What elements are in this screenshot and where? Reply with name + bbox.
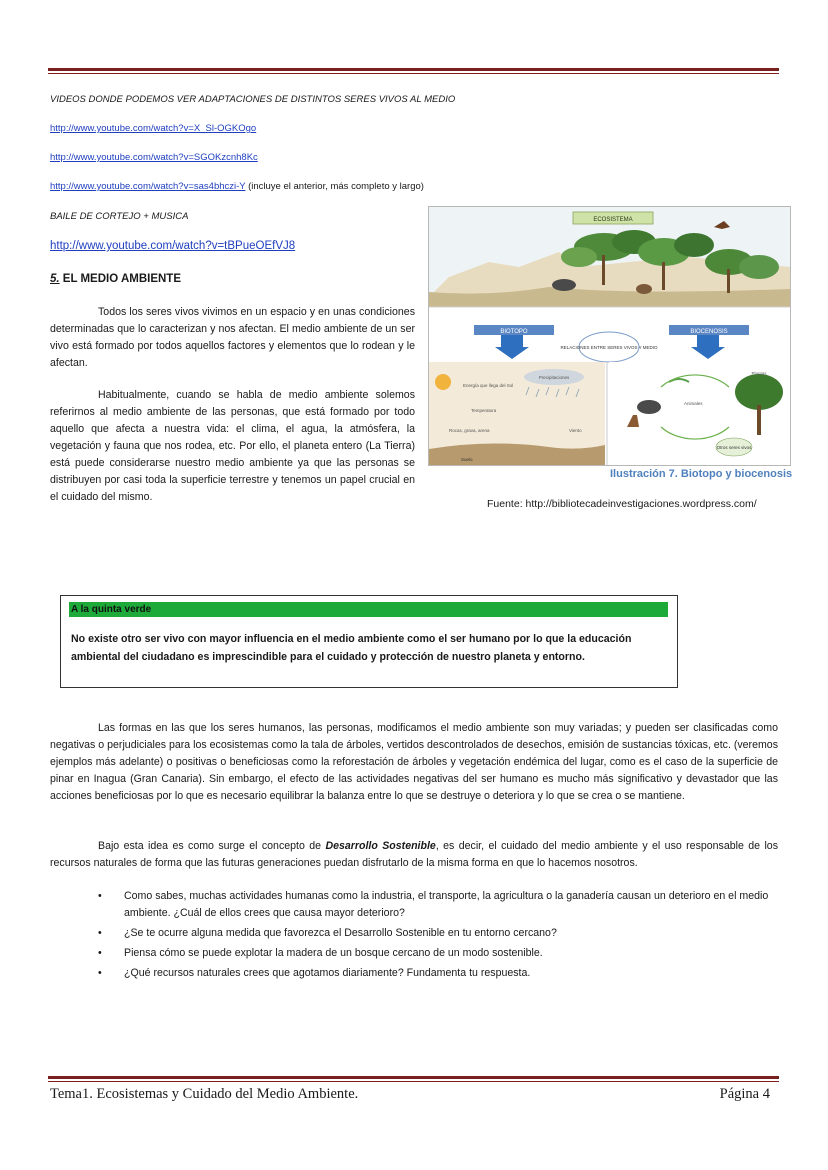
videos-heading: VIDEOS DONDE PODEMOS VER ADAPTACIONES DE DISTINTOS SERES VIVOS AL MEDIO — [50, 94, 456, 105]
label-plantas: Plantas — [751, 371, 767, 376]
label-biocenosis: BIOCENOSIS — [690, 329, 728, 335]
label-animales: Animales — [684, 401, 703, 406]
callout-text: No existe otro ser vivo con mayor influencia en el medio ambiente como el ser humano por lo que la educación ambiental del ciudadano es imprescindible para el cuidado y protección de nuestro planeta y entorno. — [71, 633, 632, 663]
section-number: 5. — [50, 273, 60, 285]
paragraph-1: Todos los seres vivos vivimos en un espacio y en unas condiciones determinadas que lo caracterizan y nos afectan. El medio ambiente de un ser vivo está formado por todos aquellos factores y elementos que lo rodean y le afectan. — [50, 306, 415, 369]
questions-list — [98, 888, 776, 982]
label-rocas: Rocas, grava, arena — [449, 428, 490, 433]
list-item — [98, 888, 776, 922]
callout-title: A la quinta verde — [69, 602, 668, 617]
ecosystem-illustration — [428, 206, 791, 466]
section-heading — [50, 273, 181, 285]
sustainable-development-term: Desarrollo Sostenible — [325, 840, 436, 852]
bullet: • — [98, 927, 102, 939]
label-biotopo: BIOTOPO — [500, 329, 528, 335]
video-link-4[interactable]: http://www.youtube.com/watch?v=tBPueOEfVJ8 — [50, 240, 296, 252]
label-otros: Otros seres vivos — [716, 445, 752, 450]
video-link-3-row — [50, 181, 424, 192]
footer-title: Tema1. Ecosistemas y Cuidado del Medio Ambiente. — [50, 1086, 359, 1102]
bullet: • — [98, 947, 102, 959]
video-link-3-note: (incluye el anterior, más completo y largo) — [248, 181, 424, 192]
label-ecosistema: ECOSISTEMA — [593, 217, 633, 223]
video-link-1[interactable]: http://www.youtube.com/watch?v=X_Sl-OGKOgo — [50, 123, 257, 134]
label-temperatura: Temperatura — [471, 408, 497, 413]
bullet: • — [98, 967, 102, 979]
section-title: EL MEDIO AMBIENTE — [62, 273, 181, 285]
list-item — [98, 925, 776, 942]
label-precipitaciones: Precipitaciones — [538, 375, 570, 380]
figure-source: Fuente: http://bibliotecadeinvestigaciones.wordpress.com/ — [487, 498, 757, 510]
video-link-2[interactable]: http://www.youtube.com/watch?v=SGOKzcnh8Kc — [50, 152, 258, 163]
list-item — [98, 965, 776, 982]
ecosystem-diagram — [429, 207, 790, 465]
baile-heading: BAILE DE CORTEJO + MUSICA — [50, 211, 189, 222]
paragraph-4-start: Bajo esta idea es como surge el concepto de — [98, 840, 326, 852]
bullet: • — [98, 890, 102, 902]
question-4: ¿Qué recursos naturales crees que agotamos diariamente? Fundamenta tu respuesta. — [124, 967, 531, 979]
footer-rule — [48, 1076, 779, 1082]
header-rule — [48, 68, 779, 74]
label-energia: Energía que llega del Sol — [463, 383, 514, 388]
figure-caption: Ilustración 7. Biotopo y biocenosis — [610, 468, 793, 480]
list-item — [98, 945, 776, 962]
label-suelo: Suelo — [461, 457, 473, 462]
question-2: ¿Se te ocurre alguna medida que favorezca el Desarrollo Sostenible en tu entorno cercano? — [124, 927, 557, 939]
paragraph-4-end: , es decir, el cuidado del medio ambiente y el uso responsable de los recursos naturales de forma que las futuras generaciones puedan disfrutarlo de la misma forma en que lo hacemos nosotros. — [50, 840, 778, 869]
paragraph-2: Habitualmente, cuando se habla de medio ambiente solemos referirnos al medio ambiente de las personas, que está formado por todo aquello que afecta a nuestra vida: el clima, el agua, la atmósfera, la vegetación y fauna que nos rodea, etc. Por ello, el planeta entero (La Tierra) está puede considerarse nuestro medio ambiente ya que las personas se distribuyen por casi toda la superficie terrestre y tenemos un papel crucial en el cuidado del mismo. — [50, 389, 415, 503]
page-number: Página 4 — [719, 1086, 770, 1102]
callout-box — [60, 595, 678, 688]
question-3: Piensa cómo se puede explotar la madera de un bosque cercano de un modo sostenible. — [124, 947, 543, 959]
paragraph-3: Las formas en las que los seres humanos, las personas, modificamos el medio ambiente son muy variadas; y pueden ser clasificadas como negativas o perjudiciales para los ecosistemas como la tala de árboles, vertidos descontrolados de desechos, emisión de sustancias tóxicas, etc. (veremos ejemplos más adelante) o positivas o beneficiosas como la reforestación de árboles y vegetación endémica del lugar, como es el caso de la superficie de pinar en Inagua (Gran Canaria). Sin embargo, el efecto de las actividades negativas del ser humano es mucho más significativo y devastador que las acciones beneficiosas por lo que es necesario equilibrar la balanza entre lo que se destruye o deteriora y lo que se crea o se mantiene. — [50, 722, 778, 802]
paragraph-4 — [50, 838, 778, 872]
label-viento: Viento — [569, 428, 582, 433]
label-relaciones: RELACIONES ENTRE SERES VIVOS Y MEDIO — [560, 345, 658, 350]
video-link-3[interactable]: http://www.youtube.com/watch?v=sas4bhczi-Y — [50, 181, 246, 192]
question-1: Como sabes, muchas actividades humanas como la industria, el transporte, la agricultura o la ganadería causan un deterioro en el medio ambiente. ¿Cuál de ellos crees que causa mayor deterioro? — [124, 890, 769, 919]
